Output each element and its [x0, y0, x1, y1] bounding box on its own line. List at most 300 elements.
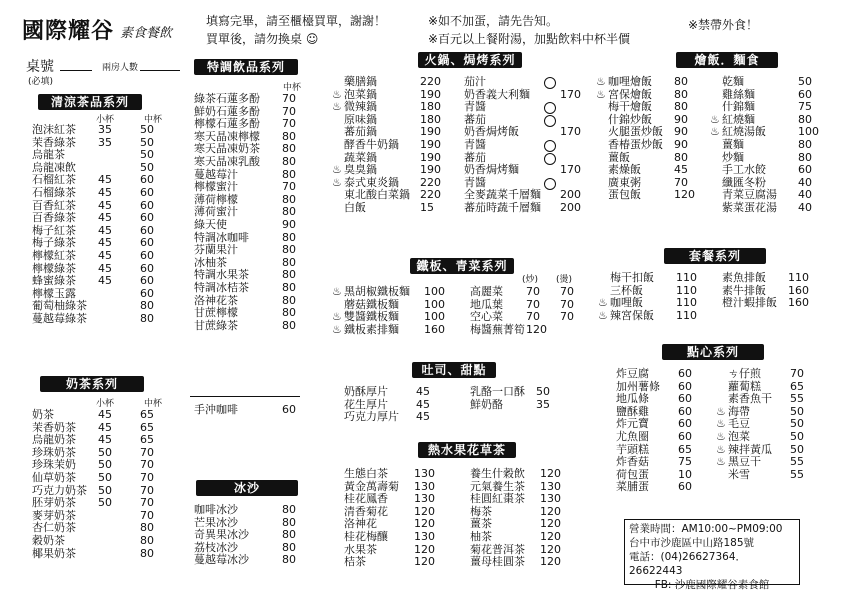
item-name: 酵香牛奶鍋: [344, 138, 399, 151]
item-name: 紅燒麵: [722, 112, 755, 126]
item-price: 70: [140, 483, 154, 497]
item-price: 190: [420, 125, 441, 139]
item-name: 泡菜鍋: [344, 87, 377, 101]
item-price: 65: [790, 379, 804, 393]
item-name: 梅醬蕪菁筍: [470, 322, 525, 336]
item-price: 75: [678, 455, 692, 469]
item-price: 190: [420, 150, 441, 164]
item-price: 45: [98, 198, 112, 212]
item-name: 洛神花: [344, 517, 377, 531]
item-price: 35: [536, 397, 550, 411]
item-price: 60: [140, 274, 154, 288]
item-price: 220: [420, 175, 441, 189]
item-price: 60: [678, 379, 692, 393]
item-name: 纖匯冬粉: [722, 175, 766, 189]
item-name: 檸檬紅茶: [32, 249, 76, 262]
notice-checkout: 填寫完畢，請至櫃檯買單，謝謝！: [206, 14, 387, 28]
choice-circle[interactable]: [544, 153, 556, 165]
item-price: 80: [282, 528, 296, 542]
item-name: 藥膳鍋: [344, 75, 377, 88]
item-price: 190: [420, 138, 441, 151]
item-name: 檸檬綠茶: [32, 261, 76, 275]
item-name: 乳酪一口酥: [470, 385, 525, 398]
item-price: 110: [788, 271, 809, 284]
col-medium-label: 中杯: [283, 83, 302, 93]
item-price: 80: [282, 293, 296, 307]
chili-pepper-icon: ♨: [332, 87, 342, 101]
item-name: 素牛排飯: [722, 283, 766, 297]
item-price: 45: [98, 249, 112, 262]
chili-pepper-icon: ♨: [716, 404, 726, 418]
item-price: 45: [416, 397, 430, 411]
section-header-toast: 吐司、甜點: [412, 362, 496, 378]
item-price: 130: [414, 530, 435, 543]
item-price: 70: [674, 175, 688, 189]
item-name: 紅燒湯飯: [722, 125, 766, 139]
item-price: 80: [140, 521, 154, 535]
item-price: 80: [282, 318, 296, 332]
item-price: 50: [98, 445, 112, 459]
item-name: 蘿蔔糕: [728, 379, 761, 393]
item-price: 180: [420, 112, 441, 126]
item-price: 40: [798, 188, 812, 202]
item-price: 80: [282, 281, 296, 294]
choice-circle[interactable]: [544, 140, 556, 152]
item-price: 60: [140, 211, 154, 225]
item-name: 茄汁: [464, 75, 486, 88]
item-price: 80: [282, 205, 296, 219]
item-price: 40: [798, 201, 812, 214]
section-header-snacks: 點心系列: [662, 344, 764, 360]
item-name: 梅子綠茶: [32, 236, 76, 250]
item-price: 70: [526, 285, 540, 298]
item-price: 120: [414, 504, 435, 518]
item-name: 素魚排飯: [722, 271, 766, 284]
item-name: 奶香焗烤麵: [464, 163, 519, 177]
item-name: 巧克力厚片: [344, 410, 399, 424]
item-name: 養生什穀飲: [470, 467, 525, 480]
item-price: 80: [282, 129, 296, 143]
item-name: 尤魚圈: [616, 430, 649, 443]
item-price: 45: [98, 433, 112, 447]
item-price: 70: [526, 297, 540, 311]
item-name: 芬蘭果汁: [194, 243, 238, 257]
item-price: 35: [98, 123, 112, 136]
table-required: (必填): [28, 77, 54, 87]
item-name: 海帶: [728, 404, 750, 418]
item-name: 奶茶: [32, 408, 54, 421]
item-name: 杏仁奶茶: [32, 521, 76, 535]
item-price: 80: [798, 138, 812, 151]
item-name: 辣宮保飯: [610, 308, 654, 322]
item-price: 70: [282, 117, 296, 131]
item-price: 110: [676, 271, 697, 284]
section-header-cold-tea: 清涼茶品系列: [38, 94, 142, 110]
item-price: 70: [140, 508, 154, 522]
item-price: 60: [140, 249, 154, 262]
item-price: 70: [140, 458, 154, 472]
item-price: 80: [282, 243, 296, 257]
item-price: 45: [98, 420, 112, 434]
item-name: 珍珠茉奶: [32, 458, 76, 472]
item-price: 60: [140, 223, 154, 237]
section-header-milk-tea: 奶茶系列: [40, 376, 144, 392]
item-price: 220: [420, 188, 441, 202]
item-price: 80: [140, 299, 154, 313]
item-name: 椰果奶茶: [32, 546, 76, 560]
item-price: 120: [540, 542, 561, 556]
item-name: 素燥飯: [608, 163, 641, 177]
choice-circle[interactable]: [544, 178, 556, 190]
item-price: 100: [424, 297, 445, 311]
item-price: 120: [674, 188, 695, 202]
item-name: 紫菜蛋花湯: [722, 201, 777, 214]
item-name: 甘蔗檸檬: [194, 306, 238, 320]
item-price: 80: [282, 553, 296, 567]
item-price: 160: [788, 296, 809, 310]
item-name: 什錦麵: [722, 100, 755, 114]
item-price: 80: [282, 230, 296, 244]
item-price: 80: [674, 87, 688, 101]
chili-pepper-icon: ♨: [598, 308, 608, 322]
item-name: 百香綠茶: [32, 211, 76, 225]
item-name: 胚芽奶茶: [32, 496, 76, 510]
facebook: FB: 沙鹿國際耀谷素食館: [654, 579, 770, 591]
item-name: 空心菜: [470, 310, 503, 324]
item-name: 辣拌黃瓜: [728, 442, 772, 456]
item-name: 蕃茄: [464, 150, 486, 164]
address: 台中市沙鹿區中山路185號: [629, 537, 755, 549]
item-price: 130: [414, 467, 435, 480]
item-name: 火腿蛋炒飯: [608, 125, 663, 139]
item-name: 洛神花茶: [194, 293, 238, 307]
item-name: 手沖咖啡: [194, 403, 238, 416]
item-name: 麥芽奶茶: [32, 508, 76, 522]
item-price: 70: [526, 310, 540, 324]
item-name: 寒天晶凍奶茶: [194, 142, 260, 156]
item-price: 120: [540, 555, 561, 569]
item-price: 120: [540, 467, 561, 480]
table-label: 桌號: [26, 59, 54, 75]
item-price: 50: [790, 430, 804, 443]
item-name: 蜂蜜綠茶: [32, 274, 76, 288]
item-price: 50: [790, 417, 804, 431]
item-name: 桂花鳳香: [344, 492, 388, 506]
item-price: 190: [420, 87, 441, 101]
item-price: 45: [674, 163, 688, 177]
item-name: 百香紅茶: [32, 198, 76, 212]
item-name: 石榴綠茶: [32, 186, 76, 199]
choice-circle[interactable]: [544, 77, 556, 89]
item-price: 60: [140, 261, 154, 275]
item-price: 130: [540, 479, 561, 493]
item-price: 80: [282, 503, 296, 516]
item-name: 特調冰咖啡: [194, 230, 249, 244]
item-name: 泰式東炎鍋: [344, 175, 399, 189]
item-price: 70: [560, 310, 574, 324]
item-name: 泡沫紅茶: [32, 123, 76, 136]
item-name: 桂花梅釀: [344, 530, 388, 543]
col-medium-label: 中杯: [144, 399, 163, 409]
item-price: 80: [282, 255, 296, 269]
item-name: 咖啡冰沙: [194, 503, 238, 516]
item-price: 60: [140, 236, 154, 250]
item-name: 三杯飯: [610, 283, 643, 297]
item-name: 青菜豆腐湯: [722, 188, 777, 202]
item-name: 橙汁蝦排飯: [722, 296, 777, 310]
item-name: 甘蔗綠茶: [194, 318, 238, 332]
item-name: 石榴紅茶: [32, 173, 76, 187]
guests-field[interactable]: [140, 70, 180, 71]
item-name: 鹽酥雞: [616, 404, 649, 418]
item-price: 70: [560, 297, 574, 311]
item-name: 薑茶: [470, 517, 492, 531]
item-price: 200: [560, 201, 581, 214]
item-name: 水果茶: [344, 542, 377, 556]
item-name: 蕃茄: [464, 112, 486, 126]
guests-label: 兩房人數: [102, 63, 139, 73]
item-price: 120: [540, 504, 561, 518]
item-price: 100: [798, 125, 819, 139]
item-price: 110: [676, 308, 697, 322]
item-name: 加州薯條: [616, 379, 660, 393]
item-name: 桔茶: [344, 555, 366, 569]
item-name: 雞絲麵: [722, 87, 755, 101]
item-name: 鮮奶石蓮多酚: [194, 104, 260, 118]
item-name: 寒天晶凍乳酸: [194, 155, 260, 168]
notice-soup: ※百元以上餐附湯，加點飲料中杯半價: [428, 32, 631, 46]
item-name: 荷包蛋: [616, 467, 649, 481]
item-name: 米雪: [728, 467, 750, 481]
table-field[interactable]: [60, 70, 92, 71]
item-name: 芒果冰沙: [194, 515, 238, 529]
item-price: 55: [790, 392, 804, 406]
item-name: 烏龍凍飲: [32, 160, 76, 174]
item-price: 35: [98, 135, 112, 149]
item-price: 70: [282, 180, 296, 194]
item-price: 100: [424, 310, 445, 324]
chili-pepper-icon: ♨: [716, 442, 726, 456]
item-price: 70: [140, 445, 154, 459]
item-name: 元氣養生茶: [470, 479, 525, 493]
section-header-special-drinks: 特調飲品系列: [194, 59, 298, 75]
hours: 營業時間：AM10:00~PM09:00: [629, 523, 783, 535]
item-name: 地瓜葉: [470, 297, 503, 311]
item-price: 75: [798, 100, 812, 114]
notice-table: 買單後，請勿換桌 ☺: [206, 32, 319, 46]
item-price: 65: [140, 420, 154, 434]
item-price: 220: [420, 75, 441, 88]
section-header-teppan: 鐵板、青菜系列: [410, 258, 514, 274]
item-price: 90: [674, 112, 688, 126]
item-name: 青醬: [464, 175, 486, 189]
item-price: 120: [414, 555, 435, 569]
item-name: 地瓜條: [616, 392, 649, 406]
chili-pepper-icon: ♨: [716, 417, 726, 431]
item-name: 冰柚茶: [194, 255, 227, 269]
item-price: 50: [140, 135, 154, 149]
item-name: 乾麵: [722, 75, 744, 88]
item-name: 原味鍋: [344, 112, 377, 126]
item-price: 120: [526, 322, 547, 336]
item-name: 生態白茶: [344, 467, 388, 480]
item-name: 奶酥厚片: [344, 385, 388, 398]
item-price: 50: [140, 160, 154, 174]
section-header-ice: 冰沙: [196, 480, 298, 496]
item-name: 白飯: [344, 201, 366, 214]
item-name: 薑麵: [722, 138, 744, 151]
item-name: 梅子紅茶: [32, 223, 76, 237]
col-blanch-label: (燙): [556, 275, 573, 285]
item-price: 80: [282, 268, 296, 282]
restaurant-subtitle: 素食餐飲: [120, 26, 173, 41]
item-price: 15: [420, 201, 434, 214]
item-name: 薑飯: [608, 150, 630, 164]
item-price: 45: [98, 261, 112, 275]
chili-pepper-icon: ♨: [716, 455, 726, 469]
item-price: 65: [678, 442, 692, 456]
col-medium-label: 中杯: [144, 115, 163, 125]
item-price: 60: [678, 417, 692, 431]
col-small-label: 小杯: [96, 115, 115, 125]
item-name: 蔓越莓汁: [194, 167, 238, 181]
choice-circle[interactable]: [544, 102, 556, 114]
item-name: 檸檬蜜汁: [194, 180, 238, 194]
item-price: 50: [798, 75, 812, 88]
item-price: 90: [674, 138, 688, 151]
item-price: 70: [140, 471, 154, 484]
item-price: 80: [282, 192, 296, 206]
item-name: 特調冰桔茶: [194, 281, 249, 294]
item-price: 45: [416, 385, 430, 398]
item-name: 什錦炒飯: [608, 112, 652, 126]
item-price: 120: [540, 517, 561, 531]
item-price: 45: [98, 211, 112, 225]
notice-egg: ※如不加蛋，請先告知。: [428, 14, 559, 28]
chili-pepper-icon: ♨: [710, 112, 720, 126]
item-name: 毛豆: [728, 417, 750, 431]
item-price: 120: [540, 530, 561, 543]
item-name: 黃金萬壽菊: [344, 479, 399, 493]
item-price: 80: [282, 142, 296, 156]
item-price: 80: [140, 312, 154, 325]
section-header-set-meal: 套餐系列: [664, 248, 766, 264]
item-name: 宮保燴飯: [608, 87, 652, 101]
item-price: 70: [140, 496, 154, 510]
item-price: 80: [140, 534, 154, 547]
item-price: 190: [420, 163, 441, 177]
item-name: 青醬: [464, 100, 486, 114]
item-price: 80: [798, 150, 812, 164]
item-name: 烏龍奶茶: [32, 433, 76, 447]
item-price: 80: [282, 540, 296, 554]
restaurant-title: 國際耀谷: [22, 18, 115, 44]
item-price: 130: [540, 492, 561, 506]
item-price: 50: [790, 442, 804, 456]
item-price: 50: [536, 385, 550, 398]
item-price: 65: [140, 433, 154, 447]
item-name: 蔓越莓冰沙: [194, 553, 249, 567]
chili-pepper-icon: ♨: [332, 310, 342, 324]
item-price: 50: [98, 483, 112, 497]
item-name: 手工水餃: [722, 163, 766, 177]
footer-box: [624, 519, 800, 591]
item-price: 60: [282, 403, 296, 416]
chili-pepper-icon: ♨: [598, 296, 608, 310]
item-name: 梅干燴飯: [608, 100, 652, 114]
item-name: 微辣鍋: [344, 100, 377, 114]
item-name: 素香魚干: [728, 392, 772, 406]
item-price: 50: [98, 471, 112, 484]
item-name: 仙草奶茶: [32, 471, 76, 484]
item-price: 130: [414, 492, 435, 506]
item-price: 45: [416, 410, 430, 424]
item-price: 170: [560, 163, 581, 177]
item-price: 80: [674, 75, 688, 88]
col-small-label: 小杯: [96, 399, 115, 409]
chili-pepper-icon: ♨: [332, 285, 342, 298]
item-name: 香椿蛋炒飯: [608, 138, 663, 151]
item-name: 茉香奶茶: [32, 420, 76, 434]
choice-circle[interactable]: [544, 115, 556, 127]
phone: 電話：(04)26627364．26622443: [629, 551, 746, 577]
item-price: 60: [798, 163, 812, 177]
item-name: 廣東粥: [608, 175, 641, 189]
item-price: 45: [98, 236, 112, 250]
item-name: 黑胡椒鐵板麵: [344, 285, 410, 298]
item-name: 茉香綠茶: [32, 135, 76, 149]
item-price: 90: [282, 218, 296, 231]
item-name: 烏龍茶: [32, 148, 65, 162]
item-name: 薑母桂圓茶: [470, 555, 525, 569]
item-price: 80: [798, 112, 812, 126]
item-name: 葡萄柚綠茶: [32, 299, 87, 313]
item-name: 炸元寶: [616, 417, 649, 431]
item-price: 50: [140, 148, 154, 162]
item-name: 檸檬玉露: [32, 286, 76, 300]
item-price: 80: [282, 306, 296, 320]
item-price: 70: [282, 92, 296, 105]
item-price: 55: [790, 467, 804, 481]
item-name: 柚茶: [470, 530, 492, 543]
item-price: 50: [98, 496, 112, 510]
item-name: 咖哩燴飯: [608, 75, 652, 88]
item-name: 蛋包飯: [608, 188, 641, 202]
item-price: 60: [140, 286, 154, 300]
item-name: 薄荷檸檬: [194, 192, 238, 206]
item-name: 清香菊花: [344, 504, 388, 518]
item-price: 10: [678, 467, 692, 481]
item-price: 60: [678, 430, 692, 443]
item-price: 120: [414, 542, 435, 556]
chili-pepper-icon: ♨: [332, 163, 342, 177]
item-price: 160: [424, 322, 445, 336]
item-price: 100: [424, 285, 445, 298]
item-name: 菊花普洱茶: [470, 542, 525, 556]
item-price: 80: [674, 100, 688, 114]
item-price: 170: [560, 87, 581, 101]
item-price: 70: [560, 285, 574, 298]
section-header-fruit-tea: 熱水果花草茶(壺): [418, 442, 516, 458]
item-name: 梅茶: [470, 504, 492, 518]
chili-pepper-icon: ♨: [596, 75, 606, 88]
item-name: 咖哩飯: [610, 296, 643, 310]
item-price: 45: [98, 408, 112, 421]
item-name: 花生厚片: [344, 397, 388, 411]
item-price: 80: [674, 150, 688, 164]
chili-pepper-icon: ♨: [710, 125, 720, 139]
item-name: 奶香義大利麵: [464, 87, 530, 101]
